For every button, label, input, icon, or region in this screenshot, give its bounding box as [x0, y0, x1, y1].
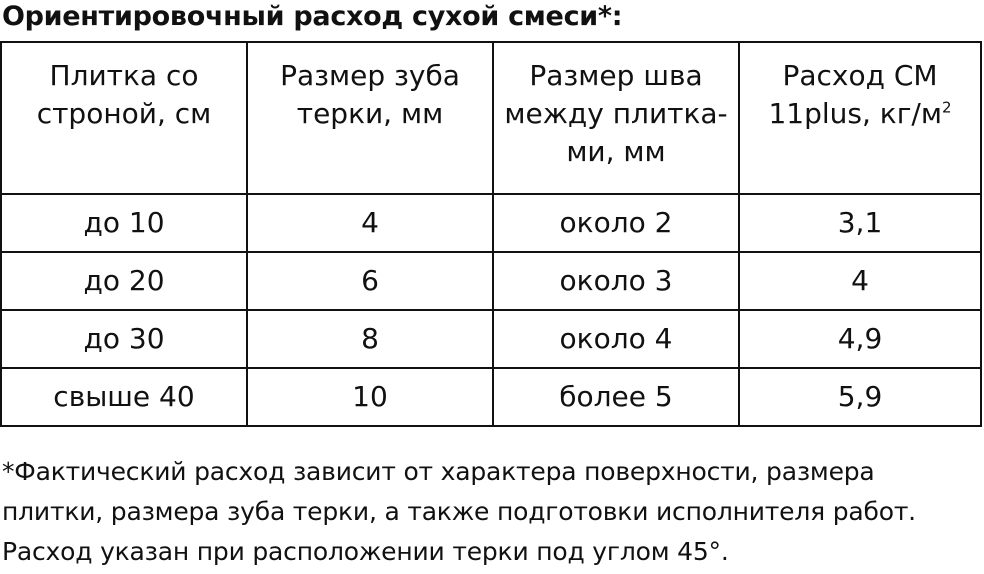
footnote-line: плитки, размера зуба терки, а также подготовки исполнителя работ.: [2, 497, 916, 526]
table-header-row: [1, 42, 981, 194]
cell-joint-size: около 4: [493, 310, 739, 368]
header-consumption: [739, 42, 981, 194]
cell-tile-size: до 20: [1, 252, 247, 310]
table-body: [1, 194, 981, 426]
cell-tile-size: до 10: [1, 194, 247, 252]
cell-joint-size: более 5: [493, 368, 739, 426]
cell-trowel-tooth-size: 8: [247, 310, 493, 368]
header-trowel-tooth-size: Размер зуба терки, мм: [247, 42, 493, 194]
table-header: [1, 42, 981, 194]
footnote-line: *Фактический расход зависит от характера поверхности, размера: [2, 457, 875, 486]
cell-trowel-tooth-size: 4: [247, 194, 493, 252]
cell-trowel-tooth-size: 6: [247, 252, 493, 310]
cell-tile-size: до 30: [1, 310, 247, 368]
cell-consumption: 3,1: [739, 194, 981, 252]
cell-consumption: 4: [739, 252, 981, 310]
cell-consumption: 4,9: [739, 310, 981, 368]
cell-joint-size: около 3: [493, 252, 739, 310]
header-consumption-text: Расход СМ 11plus, кг/м: [768, 59, 942, 130]
consumption-table: [0, 41, 982, 427]
page-title: Ориентировочный расход сухой смеси*:: [2, 1, 623, 32]
header-tile-size: Плитка со строной, см: [1, 42, 247, 194]
footnote: [2, 452, 982, 572]
cell-trowel-tooth-size: 10: [247, 368, 493, 426]
table-row: [1, 368, 981, 426]
footnote-line: Расход указан при расположении терки под углом 45°.: [2, 537, 729, 566]
table-row: [1, 194, 981, 252]
table-row: [1, 252, 981, 310]
cell-joint-size: около 2: [493, 194, 739, 252]
cell-consumption: 5,9: [739, 368, 981, 426]
header-joint-size: Размер шва между плитка-ми, мм: [493, 42, 739, 194]
cell-tile-size: свыше 40: [1, 368, 247, 426]
header-consumption-sup: 2: [941, 98, 952, 117]
table-row: [1, 310, 981, 368]
